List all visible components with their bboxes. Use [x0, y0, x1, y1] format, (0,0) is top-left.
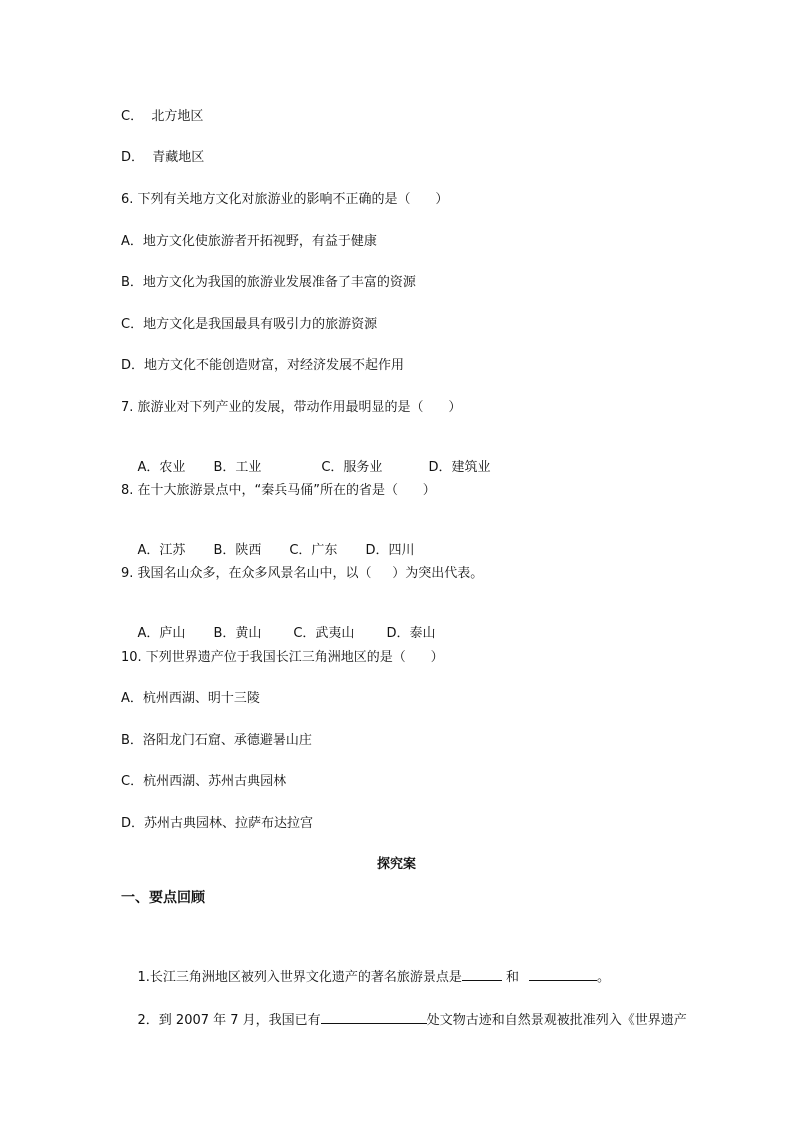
- q7-option-a: A．农业: [137, 460, 186, 475]
- answer-blank-3[interactable]: [321, 1009, 427, 1024]
- answer-blank-1[interactable]: [462, 966, 502, 981]
- q5-option-d: D． 青藏地区: [121, 150, 205, 165]
- q10-option-d: D．苏州古典园林、拉萨布达拉宫: [121, 816, 314, 831]
- q6-option-a: A．地方文化使旅游者开拓视野，有益于健康: [121, 234, 377, 249]
- q8-option-a: A．江苏: [137, 543, 186, 558]
- section-heading: 一、要点回顾: [121, 890, 205, 906]
- q6-stem: 6. 下列有关地方文化对旅游业的影响不正确的是（ ）: [121, 192, 449, 207]
- q9-option-d: D．泰山: [386, 626, 436, 641]
- q7-option-d: D．建筑业: [428, 460, 491, 475]
- q7-option-b: B．工业: [213, 460, 262, 475]
- q9-stem: 9. 我国名山众多，在众多风景名山中，以（ ）为突出代表。: [121, 566, 484, 581]
- review-item-2-suffix: 处文物古迹和自然景观被批准列入《世界遗产: [426, 1013, 687, 1028]
- q7-option-c: C．服务业: [321, 460, 383, 475]
- q10-option-a: A．杭州西湖、明十三陵: [121, 691, 260, 706]
- q5-option-c: C． 北方地区: [121, 109, 204, 124]
- q6-option-b: B．地方文化为我国的旅游业发展准备了丰富的资源: [121, 275, 416, 290]
- q8-stem: 8. 在十大旅游景点中，“秦兵马俑”所在的省是（ ）: [121, 483, 436, 498]
- q8-option-b: B．陕西: [213, 543, 262, 558]
- review-item-2-prefix: 2．到 2007 年 7 月，我国已有: [137, 1013, 321, 1028]
- section-title: 探究案: [376, 857, 416, 872]
- q7-stem: 7. 旅游业对下列产业的发展，带动作用最明显的是（ ）: [121, 400, 462, 415]
- review-item-1-and: 和: [505, 970, 519, 985]
- review-item-1-prefix: 1.长江三角洲地区被列入世界文化遗产的著名旅游景点是: [137, 970, 462, 985]
- q9-option-c: C．武夷山: [293, 626, 355, 641]
- q10-option-c: C．杭州西湖、苏州古典园林: [121, 774, 287, 789]
- review-item-1-end: 。: [596, 970, 610, 985]
- review-item-2: [121, 991, 687, 1048]
- q8-option-d: D．四川: [365, 543, 415, 558]
- q9-option-a: A．庐山: [137, 626, 186, 641]
- q9-option-b: B．黄山: [213, 626, 262, 641]
- q6-option-d: D．地方文化不能创造财富，对经济发展不起作用: [121, 358, 405, 373]
- q10-stem: 10. 下列世界遗产位于我国长江三角洲地区的是（ ）: [121, 650, 444, 665]
- q8-option-c: C．广东: [289, 543, 338, 558]
- q6-option-c: C．地方文化是我国最具有吸引力的旅游资源: [121, 317, 378, 332]
- answer-blank-2[interactable]: [529, 966, 597, 981]
- q10-option-b: B．洛阳龙门石窟、承德避暑山庄: [121, 733, 312, 748]
